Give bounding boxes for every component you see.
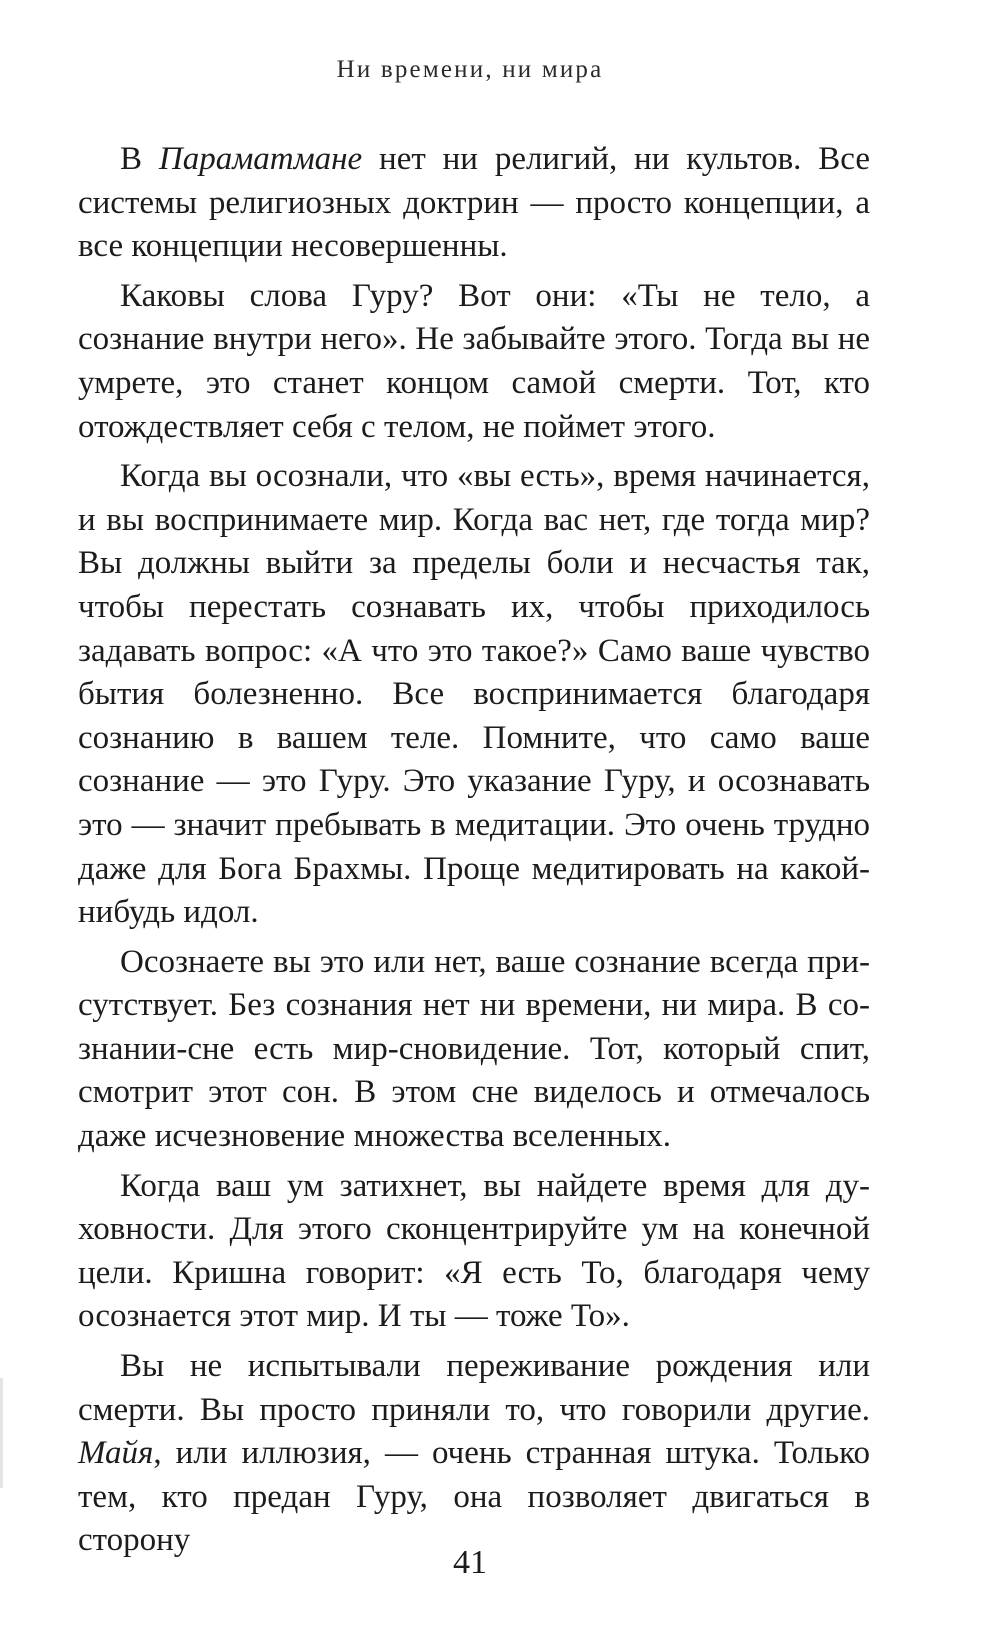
page-number: 41 bbox=[453, 1544, 487, 1581]
body-text bbox=[78, 138, 870, 1563]
paragraph-2: Каковы слова Гуру? Вот они: «Ты не тело, а сознание внутри него». Не забывайте этого. Тогда вы не умрете, это станет концом самой смерти. Тот, кто отождествляет себя с телом, не поймет этого. bbox=[78, 277, 870, 445]
paragraph-6-start: Вы не испытывали переживание рождения или смерти. Вы просто приняли то, что говорили другие. bbox=[78, 1348, 870, 1428]
paragraph-6 bbox=[78, 1345, 870, 1563]
paragraph-6-rest: , или иллюзия, — очень странная штука. Только тем, кто предан Гуру, она позволяет двигаться в сторону bbox=[78, 1435, 870, 1559]
running-title: Ни времени, ни мира bbox=[336, 56, 604, 83]
paragraph-1-start: В bbox=[120, 141, 159, 177]
paragraph-3: Когда вы осознали, что «вы есть», время начинается, и вы воспринимаете мир. Когда вас нет, где тогда мир? Вы должны выйти за пределы боли и несчастья так, чтобы перестать сознавать их, чтобы приходилось задавать вопрос: «А что это такое?» Само ваше чувство бытия болезненно. Все воспринимается благодаря сознанию в вашем теле. Помните, что само ваше сознание — это Гуру. Это указание Гуру, и осознавать это — значит пребывать в медитации. Это очень трудно даже для Бога Брахмы. Проще медитировать на какой-нибудь идол. bbox=[78, 458, 870, 931]
scan-edge-shadow bbox=[0, 1378, 3, 1488]
italic-term-paramatman: Параматмане bbox=[158, 141, 363, 177]
paragraph-4: Осознаете вы это или нет, ваше сознание всегда присутствует. Без сознания нет ни времени, ни мира. В сознании-сне есть мир-сновидение. Тот, который спит, смотрит этот сон. В этом сне виделось и отмечалось даже исчезновение множества вселенных. bbox=[78, 943, 870, 1155]
paragraph-5: Когда ваш ум затихнет, вы найдете время для духовности. Для этого сконцентрируйте ум на конечной цели. Кришна говорит: «Я есть То, благодаря чему осознается этот мир. И ты — тоже То». bbox=[78, 1167, 870, 1335]
italic-term-maya: Майя bbox=[78, 1435, 154, 1472]
paragraph-1 bbox=[78, 138, 870, 269]
paragraph-1-rest: нет ни религий, ни культов. Все системы религиозных доктрин — просто концепции, а все концепции несовершенны. bbox=[78, 141, 870, 265]
